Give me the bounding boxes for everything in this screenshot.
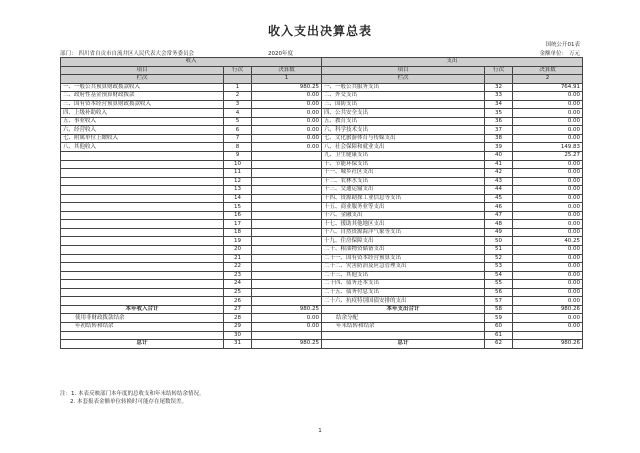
expense-item: 十一、城乡社区支出 — [322, 169, 485, 178]
income-item — [61, 280, 224, 289]
expense-item: 十八、自然资源海洋气象等支出 — [322, 228, 485, 237]
form-number: 国统公开01表 — [545, 42, 580, 48]
income-item: 七、附属单位上缴收入 — [61, 134, 224, 143]
table-row — [61, 271, 583, 280]
expense-amount: 0.00 — [513, 203, 583, 212]
income-expense-table — [60, 57, 583, 349]
table-row — [61, 109, 583, 118]
expense-row-number: 51 — [485, 246, 513, 255]
income-amount: 980.25 — [252, 83, 322, 92]
income-amount: 0.00 — [252, 134, 322, 143]
expense-row-number: 32 — [485, 83, 513, 92]
table-row — [61, 117, 583, 126]
income-amount: 0.00 — [252, 100, 322, 109]
table-row — [61, 246, 583, 255]
income-row-number: 30 — [224, 331, 252, 340]
expense-amount: 0.00 — [513, 177, 583, 186]
income-total-amount — [252, 331, 322, 340]
expense-total-item — [322, 331, 485, 340]
footnotes — [60, 390, 205, 406]
expense-item: 十四、资源勘探工业信息等支出 — [322, 194, 485, 203]
total-row — [61, 331, 583, 340]
expense-row-number: 60 — [485, 322, 513, 331]
income-item — [61, 211, 224, 220]
income-col-number: 1 — [252, 75, 322, 84]
column-header-row — [61, 66, 583, 75]
table-row — [61, 237, 583, 246]
expense-amount: 0.00 — [513, 220, 583, 229]
expense-item: 九、卫生健康支出 — [322, 152, 485, 161]
expense-amount: 25.27 — [513, 152, 583, 161]
income-row-number: 7 — [224, 134, 252, 143]
income-amount: 0.00 — [252, 109, 322, 118]
expense-total-item: 年末结转和结余 — [322, 322, 485, 331]
expense-total-item: 结余分配 — [322, 314, 485, 323]
income-row-number: 15 — [224, 203, 252, 212]
income-row-number: 18 — [224, 228, 252, 237]
expense-total-amount: 0.00 — [513, 314, 583, 323]
expense-amount: 0.00 — [513, 271, 583, 280]
income-amount — [252, 271, 322, 280]
income-item — [61, 152, 224, 161]
expense-rowno-header: 行次 — [485, 66, 513, 75]
expense-amount: 0.00 — [513, 254, 583, 263]
expense-amount: 0.00 — [513, 211, 583, 220]
income-item — [61, 254, 224, 263]
income-item — [61, 228, 224, 237]
expense-row-number: 39 — [485, 143, 513, 152]
expense-item: 二十、粮油物资储备支出 — [322, 246, 485, 255]
expense-item: 十七、援助其他地区支出 — [322, 220, 485, 229]
table-row — [61, 280, 583, 289]
income-item — [61, 194, 224, 203]
footnote-2: 2. 本套报表金额单位转换时可能存在尾数误差。 — [70, 399, 187, 405]
expense-amount: 0.00 — [513, 126, 583, 135]
income-amount — [252, 288, 322, 297]
expense-amount: 0.00 — [513, 160, 583, 169]
expense-row-number: 46 — [485, 203, 513, 212]
income-row-number: 5 — [224, 117, 252, 126]
expense-amount: 0.00 — [513, 92, 583, 101]
total-row — [61, 305, 583, 314]
income-item: 八、其他收入 — [61, 143, 224, 152]
income-row-number: 3 — [224, 100, 252, 109]
expense-item: 十二、农林水支出 — [322, 177, 485, 186]
page-number: 1 — [318, 428, 322, 434]
income-row-number: 29 — [224, 322, 252, 331]
table-row — [61, 92, 583, 101]
expense-row-number: 41 — [485, 160, 513, 169]
income-row-number: 1 — [224, 83, 252, 92]
expense-item: 二十六、抗疫特别国债安排的支出 — [322, 297, 485, 306]
expense-row-number: 45 — [485, 194, 513, 203]
footnote-1: 注：1. 本表反映部门本年度的总收支和年末结转结余情况。 — [60, 391, 205, 397]
income-row-number: 31 — [224, 340, 252, 349]
expense-row-number: 42 — [485, 169, 513, 178]
expense-col-label: 栏次 — [322, 75, 485, 84]
expense-row-number: 44 — [485, 186, 513, 195]
income-item — [61, 237, 224, 246]
expense-item: 七、文化旅游体育与传媒支出 — [322, 134, 485, 143]
income-row-number: 6 — [224, 126, 252, 135]
expense-amount: 149.83 — [513, 143, 583, 152]
income-row-number: 24 — [224, 280, 252, 289]
income-item — [61, 271, 224, 280]
table-row — [61, 203, 583, 212]
expense-item: 一、一般公共服务支出 — [322, 83, 485, 92]
income-amount — [252, 228, 322, 237]
table-row — [61, 194, 583, 203]
table-row — [61, 152, 583, 161]
income-item: 五、事业收入 — [61, 117, 224, 126]
income-item — [61, 220, 224, 229]
expense-amount: 0.00 — [513, 228, 583, 237]
income-amount — [252, 169, 322, 178]
expense-item: 十五、商业服务业等支出 — [322, 203, 485, 212]
expense-item: 二十一、国有资本经营预算支出 — [322, 254, 485, 263]
income-row-number: 10 — [224, 160, 252, 169]
income-total-item: 总计 — [61, 340, 224, 349]
expense-total-amount: 0.00 — [513, 322, 583, 331]
expense-amount: 0.00 — [513, 134, 583, 143]
income-item — [61, 160, 224, 169]
income-item: 四、上级补助收入 — [61, 109, 224, 118]
expense-amount: 764.91 — [513, 83, 583, 92]
income-total-item — [61, 331, 224, 340]
income-total-amount: 0.00 — [252, 314, 322, 323]
income-item — [61, 246, 224, 255]
income-row-number: 19 — [224, 237, 252, 246]
income-total-amount: 980.25 — [252, 340, 322, 349]
expense-row-number: 61 — [485, 331, 513, 340]
expense-row-number: 57 — [485, 297, 513, 306]
expense-amount: 0.00 — [513, 169, 583, 178]
expense-amount: 0.00 — [513, 100, 583, 109]
income-item — [61, 203, 224, 212]
income-total-amount: 980.25 — [252, 305, 322, 314]
income-row-number: 22 — [224, 263, 252, 272]
income-amount: 0.00 — [252, 126, 322, 135]
table-row — [61, 254, 583, 263]
income-amount — [252, 280, 322, 289]
income-total-item: 年初结转和结余 — [61, 322, 224, 331]
income-amount — [252, 194, 322, 203]
table-row — [61, 186, 583, 195]
income-row-number: 20 — [224, 246, 252, 255]
expense-amount: 0.00 — [513, 186, 583, 195]
expense-row-number: 56 — [485, 288, 513, 297]
income-amount — [252, 152, 322, 161]
income-row-number: 4 — [224, 109, 252, 118]
income-item: 三、国有资本经营预算财政拨款收入 — [61, 100, 224, 109]
total-row — [61, 322, 583, 331]
expense-item: 二十五、债务付息支出 — [322, 288, 485, 297]
expense-amount: 0.00 — [513, 280, 583, 289]
department-label: 部门： — [60, 51, 77, 57]
income-amount — [252, 177, 322, 186]
page-title: 收入支出决算总表 — [267, 24, 372, 38]
expense-row-number: 62 — [485, 340, 513, 349]
expense-item: 八、社会保障和就业支出 — [322, 143, 485, 152]
expense-item-header: 项目 — [322, 66, 485, 75]
income-item — [61, 288, 224, 297]
income-amount — [252, 160, 322, 169]
expense-item: 六、科学技术支出 — [322, 126, 485, 135]
income-section-header: 收入 — [61, 58, 322, 67]
expense-item: 二十四、债务还本支出 — [322, 280, 485, 289]
column-number-row — [61, 75, 583, 84]
expense-item: 二十二、灾害防治及应急管理支出 — [322, 263, 485, 272]
expense-amount: 40.25 — [513, 237, 583, 246]
table-row — [61, 220, 583, 229]
expense-item: 四、公共安全支出 — [322, 109, 485, 118]
expense-row-number: 33 — [485, 92, 513, 101]
table-row — [61, 100, 583, 109]
department-name — [60, 49, 194, 57]
income-row-number: 9 — [224, 152, 252, 161]
income-item: 六、经营收入 — [61, 126, 224, 135]
table-row — [61, 263, 583, 272]
table-row — [61, 288, 583, 297]
income-amount: 0.00 — [252, 117, 322, 126]
income-amount — [252, 297, 322, 306]
expense-col-blank — [485, 75, 513, 84]
expense-row-number: 43 — [485, 177, 513, 186]
expense-total-item: 总计 — [322, 340, 485, 349]
expense-row-number: 36 — [485, 117, 513, 126]
income-row-number: 12 — [224, 177, 252, 186]
income-row-number: 2 — [224, 92, 252, 101]
expense-row-number: 58 — [485, 305, 513, 314]
expense-amount: 0.00 — [513, 109, 583, 118]
income-amount: 0.00 — [252, 92, 322, 101]
income-row-number: 13 — [224, 186, 252, 195]
expense-row-number: 40 — [485, 152, 513, 161]
total-row — [61, 314, 583, 323]
expense-row-number: 34 — [485, 100, 513, 109]
expense-item: 十六、金融支出 — [322, 211, 485, 220]
expense-row-number: 35 — [485, 109, 513, 118]
table-row — [61, 83, 583, 92]
unit-label: 金额单位： — [539, 51, 567, 57]
expense-row-number: 37 — [485, 126, 513, 135]
expense-row-number: 53 — [485, 263, 513, 272]
expense-amount: 0.00 — [513, 246, 583, 255]
department-value: 四川省自贡市自流井区人民代表大会常务委员会 — [78, 51, 195, 57]
income-col-label: 栏次 — [61, 75, 224, 84]
income-item — [61, 263, 224, 272]
income-row-number: 17 — [224, 220, 252, 229]
expense-total-amount: 980.26 — [513, 305, 583, 314]
section-header-row — [61, 58, 583, 67]
expense-amount: 0.00 — [513, 297, 583, 306]
income-amount: 0.00 — [252, 143, 322, 152]
expense-row-number: 54 — [485, 271, 513, 280]
table-row — [61, 228, 583, 237]
expense-total-amount — [513, 331, 583, 340]
income-amount — [252, 220, 322, 229]
income-row-number: 11 — [224, 169, 252, 178]
expense-amount: 0.00 — [513, 117, 583, 126]
income-item: 一、一般公共预算财政拨款收入 — [61, 83, 224, 92]
expense-item: 二十三、其他支出 — [322, 271, 485, 280]
table-row — [61, 126, 583, 135]
expense-row-number: 48 — [485, 220, 513, 229]
table-row — [61, 143, 583, 152]
income-total-item: 使用非财政拨款结余 — [61, 314, 224, 323]
income-row-number: 27 — [224, 305, 252, 314]
income-amount — [252, 254, 322, 263]
unit-value: 万元 — [568, 51, 580, 57]
expense-section-header: 支出 — [322, 58, 583, 67]
income-row-number: 25 — [224, 288, 252, 297]
expense-row-number: 52 — [485, 254, 513, 263]
income-row-number: 8 — [224, 143, 252, 152]
income-amount — [252, 203, 322, 212]
currency-unit — [539, 49, 580, 57]
expense-row-number: 49 — [485, 228, 513, 237]
table-row — [61, 169, 583, 178]
income-rowno-header: 行次 — [224, 66, 252, 75]
income-item — [61, 297, 224, 306]
expense-item: 十、节能环保支出 — [322, 160, 485, 169]
income-amount — [252, 263, 322, 272]
expense-amount: 0.00 — [513, 288, 583, 297]
income-row-number: 28 — [224, 314, 252, 323]
income-item — [61, 186, 224, 195]
expense-row-number: 50 — [485, 237, 513, 246]
table-row — [61, 211, 583, 220]
income-total-amount: 0.00 — [252, 322, 322, 331]
expense-item: 十三、交通运输支出 — [322, 186, 485, 195]
expense-row-number: 47 — [485, 211, 513, 220]
income-amount — [252, 211, 322, 220]
table-row — [61, 297, 583, 306]
expense-col-number: 2 — [513, 75, 583, 84]
fiscal-year: 2020年度 — [268, 51, 293, 57]
table-row — [61, 134, 583, 143]
total-row — [61, 340, 583, 349]
table-row — [61, 160, 583, 169]
income-amount — [252, 246, 322, 255]
expense-item: 三、国防支出 — [322, 100, 485, 109]
income-row-number: 21 — [224, 254, 252, 263]
income-row-number: 26 — [224, 297, 252, 306]
income-item — [61, 177, 224, 186]
income-amount — [252, 186, 322, 195]
income-amount-header: 决算数 — [252, 66, 322, 75]
expense-row-number: 59 — [485, 314, 513, 323]
income-total-item: 本年收入合计 — [61, 305, 224, 314]
expense-row-number: 38 — [485, 134, 513, 143]
expense-item: 十九、住房保障支出 — [322, 237, 485, 246]
expense-amount: 0.00 — [513, 194, 583, 203]
income-row-number: 14 — [224, 194, 252, 203]
expense-item: 二、外交支出 — [322, 92, 485, 101]
income-row-number: 23 — [224, 271, 252, 280]
expense-amount-header: 决算数 — [513, 66, 583, 75]
income-item: 二、政府性基金预算财政拨款 — [61, 92, 224, 101]
expense-item: 五、教育支出 — [322, 117, 485, 126]
income-item-header: 项目 — [61, 66, 224, 75]
table-row — [61, 177, 583, 186]
expense-row-number: 55 — [485, 280, 513, 289]
expense-amount: 0.00 — [513, 263, 583, 272]
income-amount — [252, 237, 322, 246]
expense-total-amount: 980.26 — [513, 340, 583, 349]
income-item — [61, 169, 224, 178]
expense-total-item: 本年支出合计 — [322, 305, 485, 314]
income-row-number: 16 — [224, 211, 252, 220]
income-col-blank — [224, 75, 252, 84]
